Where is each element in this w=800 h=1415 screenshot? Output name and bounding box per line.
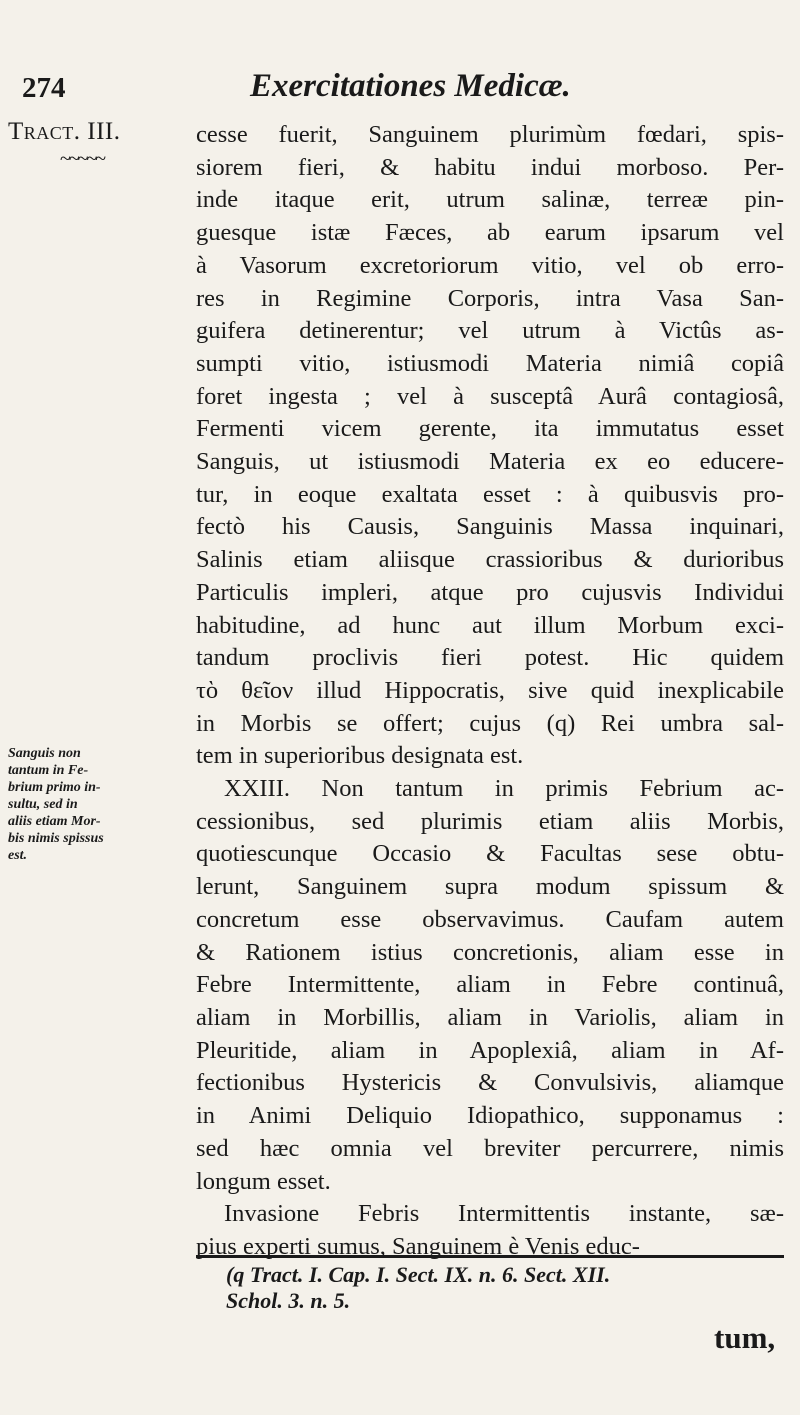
text-line: Invasione Febris Intermittentis instante, sæ- — [224, 1200, 784, 1228]
margin-note — [8, 745, 118, 864]
text-line: XXIII. Non tantum in primis Febrium ac- — [224, 775, 784, 803]
text-line: sumpti vitio, istiusmodi Materia nimiâ copiâ — [196, 349, 784, 377]
text-line: fectò his Causis, Sanguinis Massa inquinari, — [196, 513, 784, 541]
text-line: in Morbis se offert; cujus (q) Rei umbra sal- — [196, 709, 784, 737]
text-line: à Vasorum excretoriorum vitio, vel ob erro- — [196, 251, 784, 279]
text-line: guifera detinerentur; vel utrum à Victûs as- — [196, 317, 784, 345]
text-line: Sanguis, ut istiusmodi Materia ex eo educere- — [196, 448, 784, 476]
text-line: Febre Intermittente, aliam in Febre continuâ, — [196, 971, 784, 999]
text-line: Salinis etiam aliisque crassioribus & durioribus — [196, 546, 784, 574]
main-text — [196, 119, 784, 1264]
margin-note-line: bis nimis spissus — [8, 831, 104, 846]
text-line: aliam in Morbillis, aliam in Variolis, aliam in — [196, 1003, 784, 1031]
text-line: habitudine, ad hunc aut illum Morbum exci- — [196, 611, 784, 639]
footnote-rule — [196, 1255, 784, 1258]
text-line: Particulis impleri, atque pro cujusvis Individui — [196, 578, 784, 606]
text-line: Pleuritide, aliam in Apoplexiâ, aliam in Af- — [196, 1036, 784, 1064]
margin-note-line: sultu, sed in — [8, 797, 78, 812]
text-line: foret ingesta ; vel à susceptâ Aurâ contagiosâ, — [196, 382, 784, 410]
text-line: lerunt, Sanguinem supra modum spissum & — [196, 873, 784, 901]
footnote — [226, 1262, 786, 1314]
margin-note-line: Sanguis non — [8, 746, 81, 761]
text-line: & Rationem istius concretionis, aliam esse in — [196, 938, 784, 966]
text-line: quotiescunque Occasio & Facultas sese obtu- — [196, 840, 784, 868]
tract-label: Tract. III. — [8, 118, 121, 145]
footnote-line: (q Tract. I. Cap. I. Sect. IX. n. 6. Sect. XII. — [226, 1262, 611, 1287]
text-line: τὸ θεῖον illud Hippocratis, sive quid inexplicabile — [196, 676, 784, 704]
page-number: 274 — [22, 72, 66, 104]
margin-note-line: tantum in Fe- — [8, 763, 89, 778]
text-line: sed hæc omnia vel breviter percurrere, nimis — [196, 1134, 784, 1162]
text-line: cesse fuerit, Sanguinem plurimùm fœdari, spis- — [196, 121, 784, 148]
text-line: tem in superioribus designata est. — [196, 742, 524, 770]
text-line: tur, in eoque exaltata esset : à quibusvis pro- — [196, 480, 784, 508]
text-line: siorem fieri, & habitu indui morboso. Per- — [196, 153, 784, 181]
text-line: tandum proclivis fieri potest. Hic quidem — [196, 644, 784, 672]
catchword: tum, — [714, 1320, 776, 1355]
text-line: concretum esse observavimus. Caufam autem — [196, 905, 784, 933]
margin-note-line: aliis etiam Mor- — [8, 814, 101, 829]
running-title: Exercitationes Medicæ. — [250, 68, 571, 104]
margin-note-line: est. — [8, 848, 28, 863]
text-line: longum esset. — [196, 1167, 331, 1195]
text-line: inde itaque erit, utrum salinæ, terreæ pin- — [196, 186, 784, 214]
text-line: pius experti sumus, Sanguinem è Venis educ- — [196, 1232, 640, 1260]
text-line: guesque istæ Fæces, ab earum ipsarum vel — [196, 219, 784, 247]
margin-note-line: brium primo in- — [8, 780, 101, 795]
text-line: res in Regimine Corporis, intra Vasa San- — [196, 284, 784, 312]
text-line: Fermenti vicem gerente, ita immutatus esset — [196, 415, 784, 443]
text-line: in Animi Deliquio Idiopathico, supponamus : — [196, 1102, 784, 1130]
text-line: fectionibus Hystericis & Convulsivis, aliamque — [196, 1069, 784, 1097]
text-line: cessionibus, sed plurimis etiam aliis Morbis, — [196, 807, 784, 835]
ornament-flourish: ~~~~~ — [60, 148, 105, 170]
footnote-line: Schol. 3. n. 5. — [226, 1288, 351, 1313]
